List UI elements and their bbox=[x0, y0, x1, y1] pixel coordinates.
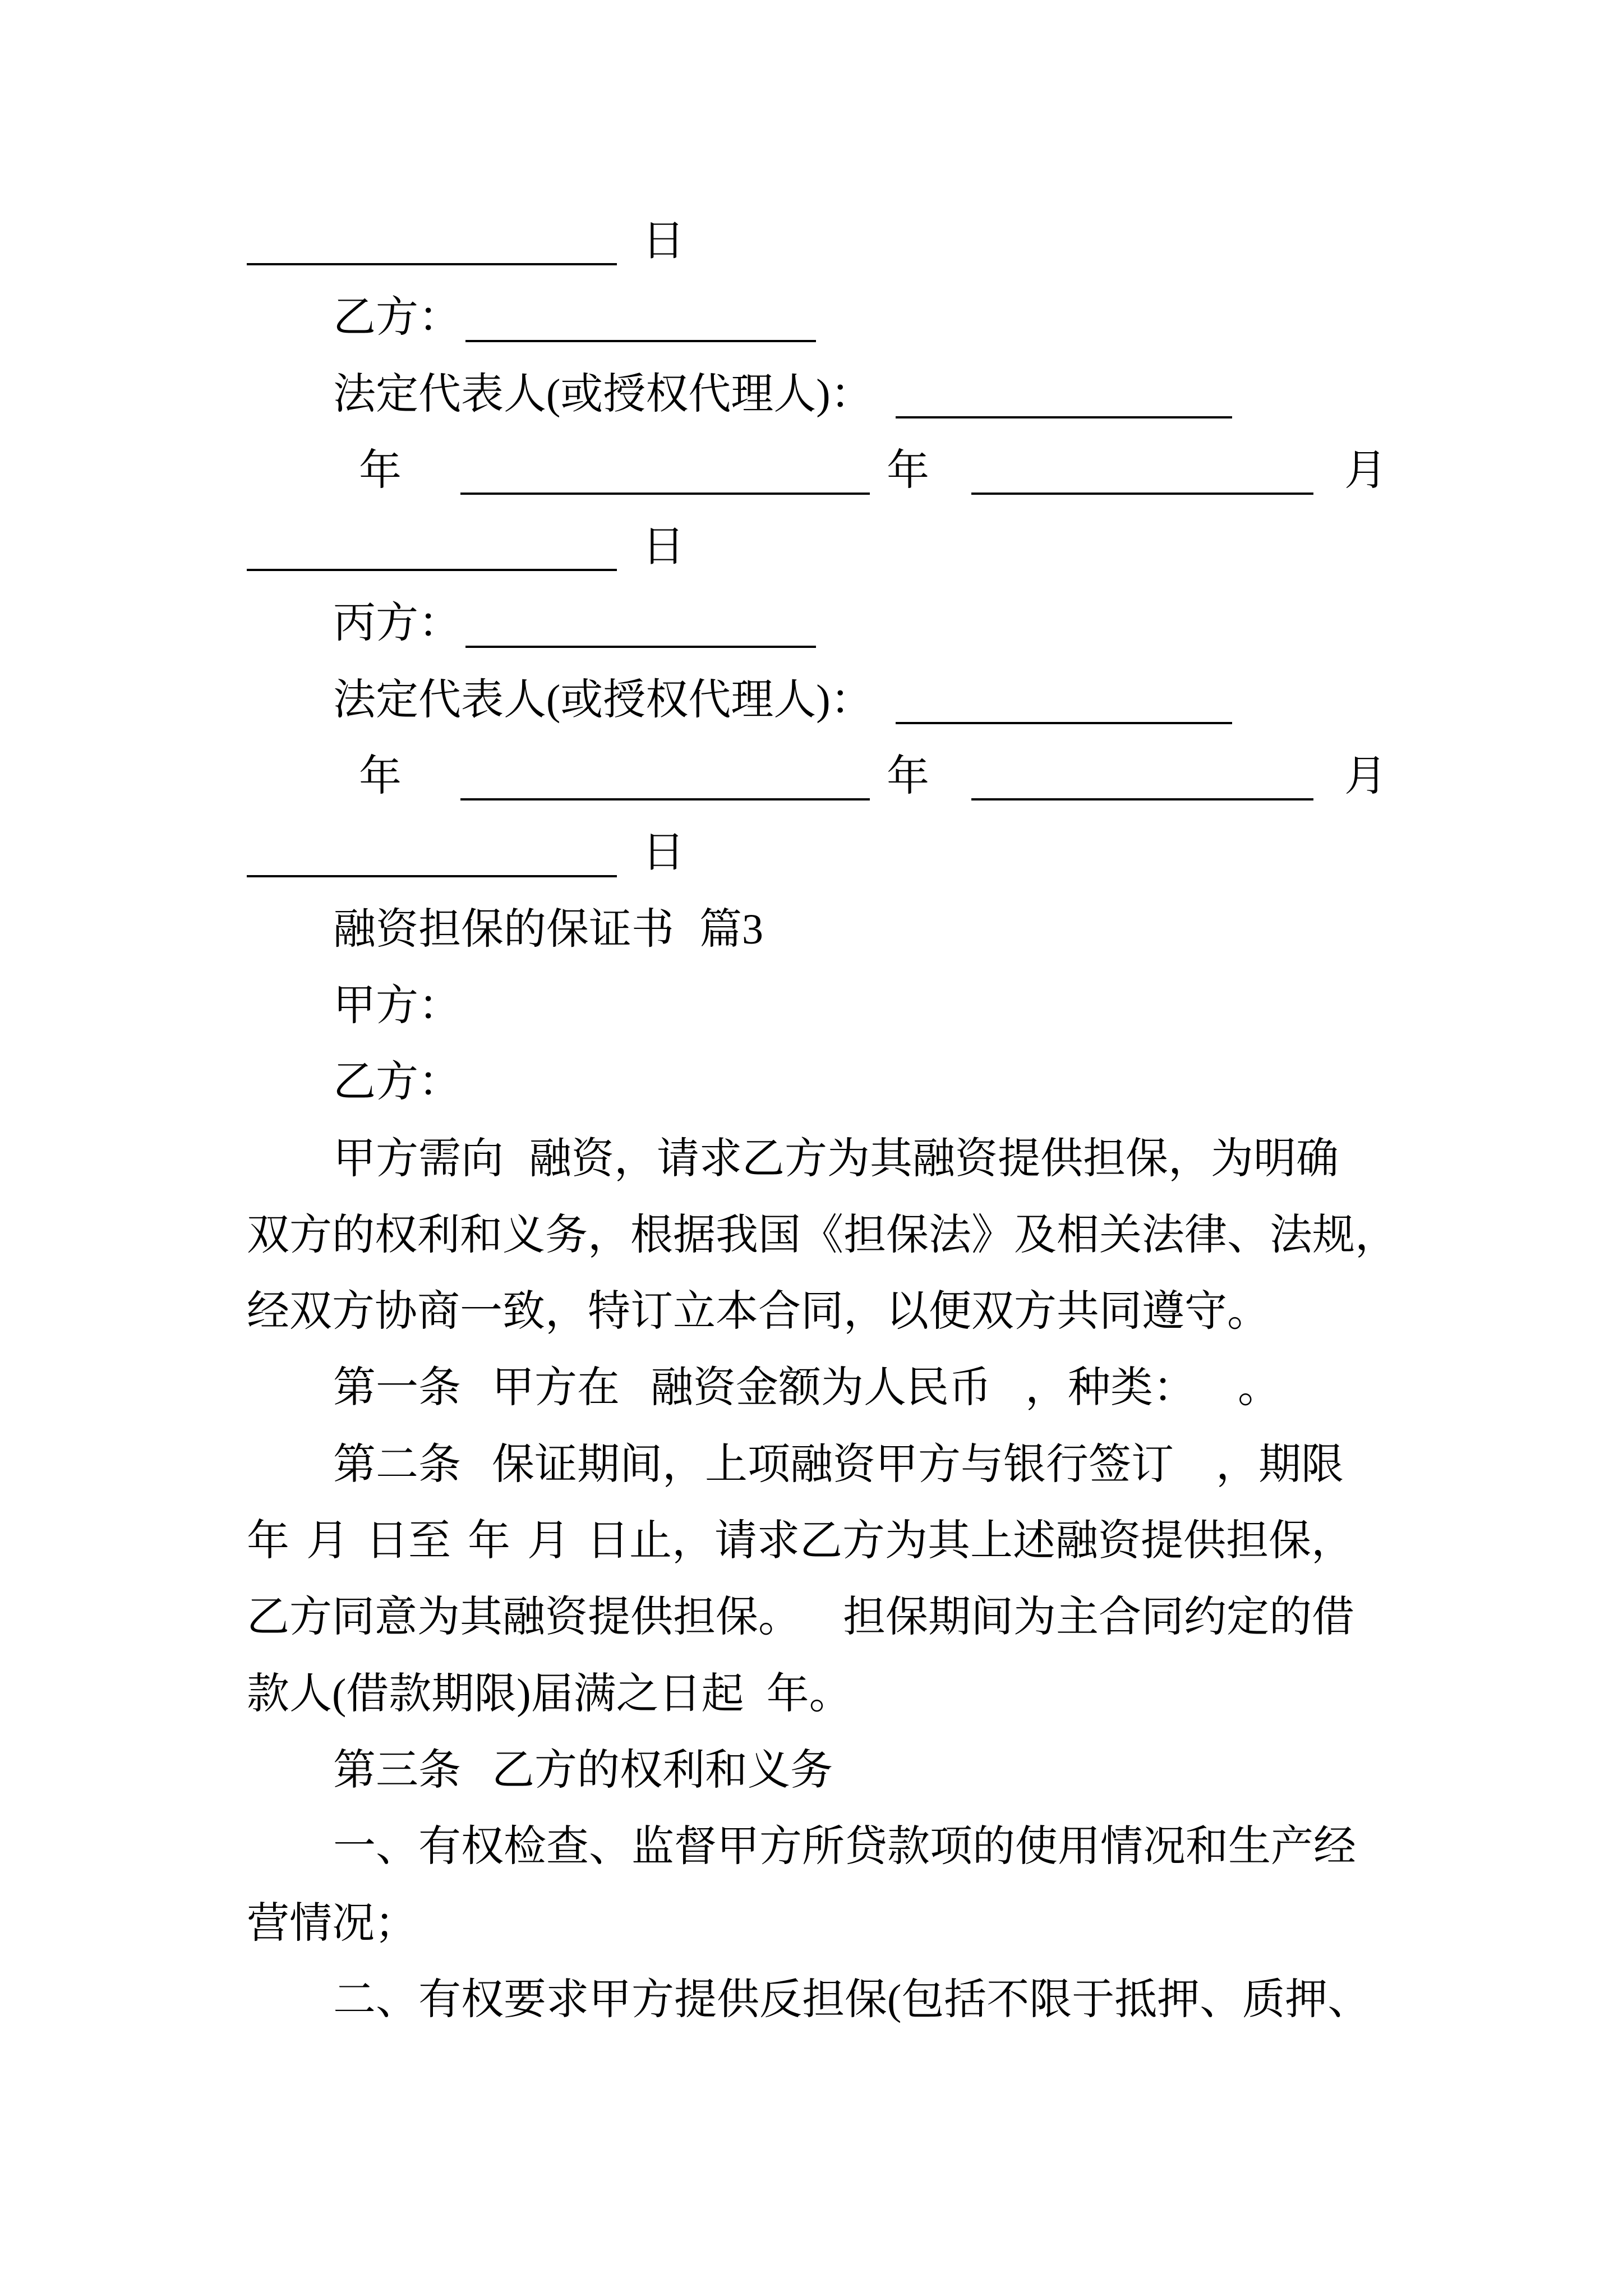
spacer bbox=[1196, 1401, 1238, 1402]
text-run: 款人(借款期限)届满之日起 bbox=[247, 1670, 744, 1718]
blank-underline bbox=[247, 220, 617, 265]
text-run: 担保期间为主合同约定的借 bbox=[843, 1594, 1354, 1641]
text-run: 二、有权要求甲方提供反担保(包括不限于抵押、质押、 bbox=[333, 1976, 1371, 2023]
text-run: 甲方需向 bbox=[333, 1135, 504, 1182]
date-day-blank-line bbox=[247, 815, 1421, 891]
text-run: 日 bbox=[642, 218, 685, 265]
spacer bbox=[247, 331, 333, 332]
text-run: 双方的权利和义务，根据我国《担保法》及相关法律、法规， bbox=[247, 1211, 1398, 1259]
spacer bbox=[247, 1860, 333, 1861]
text-run: 日 bbox=[642, 523, 685, 571]
text-run: 融资金额为人民币 bbox=[651, 1364, 992, 1412]
text-run: 第三条 bbox=[333, 1746, 461, 1794]
spacer bbox=[247, 1401, 333, 1402]
spacer bbox=[510, 1554, 527, 1555]
spacer bbox=[349, 1554, 366, 1555]
text-run: 营情况； bbox=[247, 1899, 417, 1947]
list-item-line bbox=[247, 1962, 1421, 2038]
text-run: 年 bbox=[247, 1517, 289, 1565]
text-run: 月 bbox=[1344, 447, 1387, 494]
text-run: 日 bbox=[642, 829, 685, 877]
spacer bbox=[1313, 484, 1344, 485]
text-run: 第二条 bbox=[333, 1441, 461, 1488]
paragraph-line bbox=[247, 1579, 1421, 1655]
blank-underline bbox=[971, 450, 1313, 495]
text-run: 经双方协商一致，特订立本合同，以便双方共同遵守。 bbox=[247, 1288, 1270, 1336]
text-run: 月 bbox=[527, 1517, 570, 1565]
text-run: 年 bbox=[468, 1517, 510, 1565]
paragraph-line bbox=[247, 1885, 1421, 1962]
date-day-blank-line bbox=[247, 509, 1421, 585]
text-run: 融资，请求乙方为其融资提供担保，为明确 bbox=[529, 1135, 1339, 1182]
paragraph-line bbox=[247, 1656, 1421, 1732]
date-day-blank-line bbox=[247, 203, 1421, 279]
spacer bbox=[929, 484, 971, 485]
text-run: 年。 bbox=[766, 1670, 852, 1718]
year-month-blank-line bbox=[247, 432, 1421, 509]
text-run: 甲方在 bbox=[492, 1364, 620, 1412]
spacer bbox=[674, 943, 699, 944]
party-a-label-line bbox=[247, 968, 1421, 1044]
paragraph-line bbox=[247, 1197, 1421, 1273]
spacer bbox=[247, 1478, 333, 1479]
spacer bbox=[617, 560, 642, 561]
text-run: 年 bbox=[359, 753, 402, 800]
spacer bbox=[461, 331, 465, 332]
text-run: 年 bbox=[887, 447, 929, 494]
spacer bbox=[620, 1401, 651, 1402]
text-run: 篇3 bbox=[699, 905, 763, 953]
text-run: 。 bbox=[1238, 1364, 1280, 1412]
blank-underline bbox=[460, 756, 870, 800]
text-run: 乙方同意为其融资提供担保。 bbox=[247, 1594, 801, 1641]
spacer bbox=[402, 484, 460, 485]
paragraph-line bbox=[247, 1121, 1421, 1197]
spacer bbox=[870, 484, 887, 485]
text-run: 年 bbox=[887, 753, 929, 800]
clause-3-line bbox=[247, 1732, 1421, 1809]
text-run: 日至 bbox=[366, 1517, 451, 1565]
text-run: 法定代表人(或授权代理人)： bbox=[333, 370, 873, 418]
blank-underline bbox=[465, 297, 816, 342]
year-month-blank-line bbox=[247, 738, 1421, 815]
list-item-line bbox=[247, 1809, 1421, 1885]
spacer bbox=[451, 1554, 468, 1555]
spacer bbox=[247, 484, 359, 485]
text-run: 一、有权检查、监督甲方所贷款项的使用情况和生产经 bbox=[333, 1823, 1356, 1871]
blank-underline bbox=[896, 374, 1232, 418]
spacer bbox=[1174, 1478, 1216, 1479]
text-run: 法定代表人(或授权代理人)： bbox=[333, 676, 873, 724]
text-run: 第一条 bbox=[333, 1364, 461, 1412]
text-run: 融资担保的保证书 bbox=[333, 905, 674, 953]
blank-underline bbox=[460, 450, 870, 495]
blank-underline bbox=[247, 526, 617, 571]
spacer bbox=[461, 1478, 492, 1479]
party-b-signature-line bbox=[247, 279, 1421, 356]
paragraph-line bbox=[247, 1273, 1421, 1350]
spacer bbox=[992, 1401, 1025, 1402]
text-run: 月 bbox=[306, 1517, 349, 1565]
spacer bbox=[247, 2013, 333, 2014]
spacer bbox=[289, 1554, 306, 1555]
legal-representative-line bbox=[247, 662, 1421, 738]
text-run: 保证期间，上项融资甲方与银行签订 bbox=[492, 1441, 1174, 1488]
clause-1-line bbox=[247, 1350, 1421, 1426]
clause-2-line bbox=[247, 1427, 1421, 1503]
spacer bbox=[247, 1019, 333, 1020]
spacer bbox=[247, 1172, 333, 1173]
party-c-signature-line bbox=[247, 585, 1421, 661]
blank-underline bbox=[465, 603, 816, 648]
blank-underline bbox=[896, 679, 1232, 724]
text-run: 月 bbox=[1344, 753, 1387, 800]
party-b-label-line bbox=[247, 1044, 1421, 1120]
text-run: 日止，请求乙方为其上述融资提供担保， bbox=[587, 1517, 1354, 1565]
spacer bbox=[617, 866, 642, 867]
text-run: 乙方： bbox=[333, 1059, 461, 1106]
legal-representative-line bbox=[247, 356, 1421, 432]
document-body bbox=[247, 203, 1421, 2038]
text-run: 丙方： bbox=[333, 600, 461, 647]
spacer bbox=[504, 1172, 529, 1173]
paragraph-line bbox=[247, 1503, 1421, 1579]
blank-underline bbox=[247, 832, 617, 877]
text-run: ，种类： bbox=[1025, 1364, 1196, 1412]
spacer bbox=[570, 1554, 587, 1555]
spacer bbox=[247, 943, 333, 944]
blank-underline bbox=[971, 756, 1313, 800]
text-run: ，期限 bbox=[1216, 1441, 1344, 1488]
text-run: 乙方： bbox=[333, 294, 461, 342]
text-run: 乙方的权利和义务 bbox=[492, 1746, 833, 1794]
text-run: 甲方： bbox=[333, 982, 461, 1029]
spacer bbox=[461, 1401, 492, 1402]
text-run: 年 bbox=[359, 447, 402, 494]
section-title bbox=[247, 891, 1421, 968]
